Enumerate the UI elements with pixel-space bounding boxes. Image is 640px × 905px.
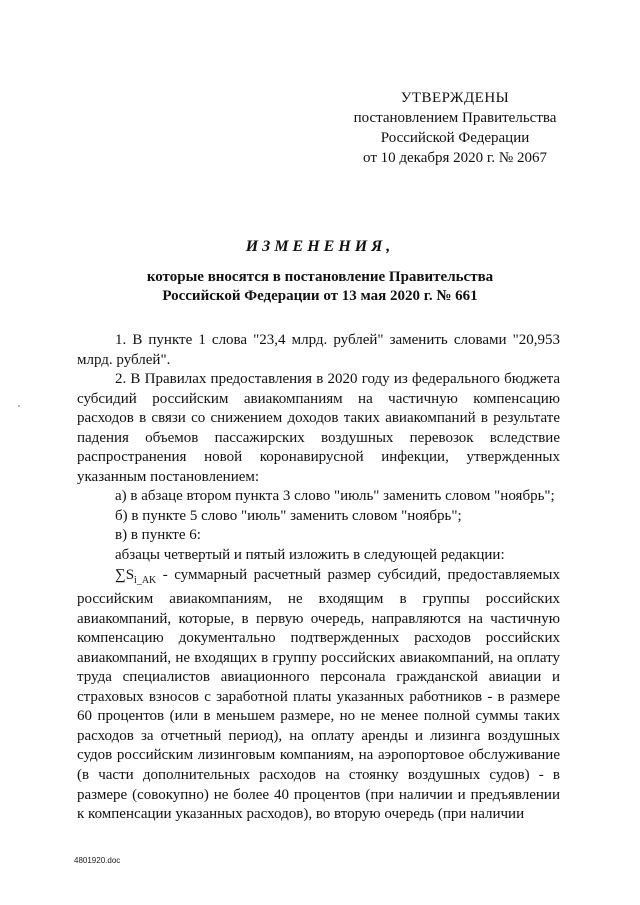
paragraph-subitem-a: а) в абзаце втором пункта 3 слово "июль" заменить словом "ноябрь"; [115,488,555,505]
heading-subtitle [60,268,580,306]
formula-definition: - суммарный расчетный размер субсидий, предоставляемых российским авиакомпаниям, не входящим в группы российских авиакомпаний, которые, в первую очередь, направляются на частичную компенсацию документально подтвержденных расходов российских авиакомпаний, не входящих в группу российских авиакомпаний, на оплату труда специалистов авиационного персонала гражданской авиации и страховых взносов с заработной платы указанных работников - в размере 60 процентов (или в меньшем размере, но не менее полной суммы таких расходов за отчетный период), на оплату аренды и лизинга воздушных судов российским лизинговым компаниям, на аэропортовое обслуживание (в части дополнительных расходов на стоянку воздушных судов) - в размере (совокупно) не более 40 процентов (при наличии и предъявлении к компенсации указанных расходов), во вторую очередь (при наличии [77,566,560,823]
heading-title: ИЗМЕНЕНИЯ, [245,238,395,255]
formula-subscript: i_AK [134,574,157,586]
approval-title: УТВЕРЖДЕНЫ [400,90,510,106]
approval-block [300,88,610,168]
approval-line-decree: постановлением Правительства [353,110,557,126]
paragraph-formula [77,566,560,825]
paragraph-subitem-c: в) в пункте 6: [115,527,201,544]
paragraph-item-2: 2. В Правилах предоставления в 2020 году из федерального бюджета субсидий российским авиакомпаниям на частичную компенсацию расходов в связи со снижением доходов таких авиакомпаний в результате падения объемов пассажирских воздушных перевозок вследствие распространения новой коронавирусной инфекции, утвержденных указанным постановлением: [77,371,560,485]
footer-doc-id: 4801920.doc [74,856,121,865]
heading-subtitle-line-2: Российской Федерации от 13 мая 2020 г. № 661 [162,288,478,304]
heading-subtitle-line-1: которые вносятся в постановление Правительства [146,269,494,285]
formula-symbol: ∑S [115,566,135,583]
paragraph-item-1: 1. В пункте 1 слова "23,4 млрд. рублей" заменить словами "20,953 млрд. рублей". [77,332,560,368]
document-body [77,331,560,825]
approval-line-federation: Российской Федерации [380,130,530,146]
paragraph-new-wording: абзацы четвертый и пятый изложить в следующей редакции: [115,547,505,564]
scan-speck [18,405,20,407]
document-heading [60,236,580,306]
approval-line-date-number: от 10 декабря 2020 г. № 2067 [363,150,547,166]
paragraph-subitem-b: б) в пункте 5 слово "июль" заменить словом "ноябрь"; [115,507,462,524]
